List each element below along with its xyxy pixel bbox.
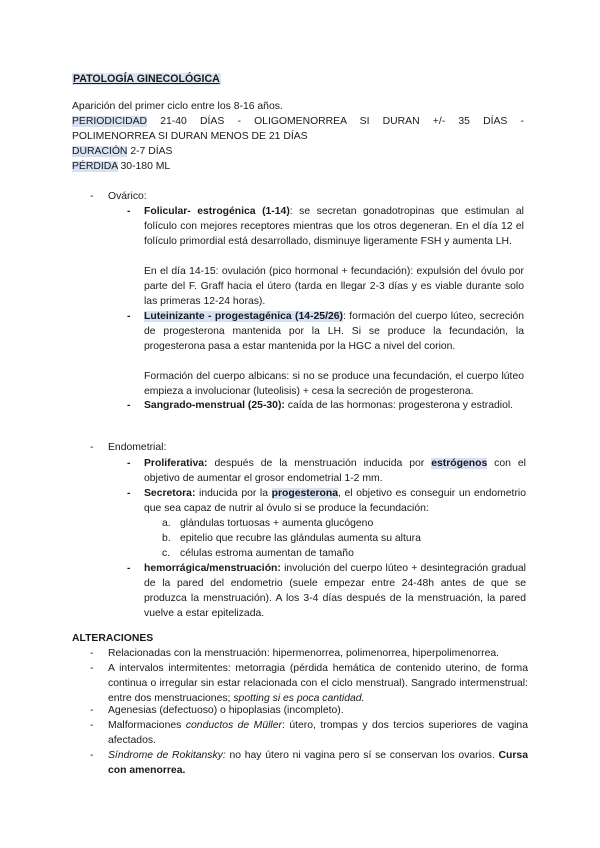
hemorragica-title: hemorrágica/menstruación:	[144, 563, 281, 574]
item4-text-a: Malformaciones	[108, 720, 186, 731]
proliferativa-text-a: después de la menstruación inducida por	[207, 458, 432, 469]
item4-text-b: : útero, trompas y dos tercios superiores de vagina afectados.	[108, 720, 528, 746]
list-item: epitelio que recubre las glándulas aumenta su altura	[180, 533, 421, 544]
duration-text: 2-7 DÍAS	[130, 146, 173, 157]
intro-first-cycle: Aparición del primer ciclo entre los 8-16 años.	[72, 101, 283, 112]
albicans-paragraph: Formación del cuerpo albicans: si no se produce una fecundación, el cuerpo lúteo empieza a involucionar (luteolisis) + cesa la secreción de progesterona.	[144, 371, 524, 397]
secretora-paragraph	[144, 486, 526, 516]
item5-bold: Cursa con amenorrea.	[108, 750, 528, 776]
list-item-marker: c.	[162, 548, 171, 559]
proliferativa-title: Proliferativa:	[144, 458, 208, 469]
sangrado-paragraph	[144, 398, 524, 413]
secretora-text-a: inducida por la	[195, 488, 272, 499]
intro-periodicity-line1	[72, 114, 524, 129]
item2-italic: spotting si es poca cantidad.	[233, 693, 365, 704]
sub-bullet-dash: -	[127, 563, 131, 574]
sub-bullet-dash: -	[127, 400, 131, 411]
ovulation-paragraph: En el día 14-15: ovulación (pico hormonal + fecundación): expulsión del óvulo por parte del F. Graff hacia el útero (tarda en llegar 2-3 días y es viable durante solo las primeras 12-24 horas).	[144, 266, 524, 307]
alteraciones-item-2	[108, 661, 528, 706]
page-title: PATOLOGÍA GINECOLÓGICA	[73, 73, 220, 85]
folicular-paragraph	[144, 204, 524, 249]
alteraciones-heading: ALTERACIONES	[72, 633, 154, 644]
sub-bullet-dash: -	[127, 458, 131, 469]
bullet-dash: -	[90, 648, 94, 659]
sub-bullet-dash: -	[127, 488, 131, 499]
sangrado-title: Sangrado-menstrual (25-30):	[144, 400, 285, 411]
intro-duration	[72, 144, 172, 159]
loss-label: PÉRDIDA	[72, 161, 118, 172]
luteinizante-title: Luteinizante - progestagénica (14-25/26)	[144, 311, 343, 322]
sub-bullet-dash: -	[127, 206, 131, 217]
luteinizante-text: : formación del cuerpo lúteo, secreción de progesterona mantenida por la LH. Si se produce la fecundación, la progesterona pasa a estar mantenida por la HGC a nivel del corion.	[144, 311, 524, 352]
bullet-dash: -	[90, 442, 94, 453]
list-item: glándulas tortuosas + aumenta glucógeno	[180, 518, 374, 529]
alteraciones-item-5	[108, 748, 528, 778]
intro-loss	[72, 159, 170, 174]
proliferativa-paragraph	[144, 456, 526, 486]
list-item-marker: a.	[162, 518, 171, 529]
item4-italic: conductos de Müller	[185, 720, 282, 731]
periodicity-label: PERIODICIDAD	[72, 116, 148, 127]
sangrado-text: caída de las hormonas: progesterona y estradiol.	[284, 400, 514, 411]
folicular-text: : se secretan gonadotropinas que estimulan al folículo con mejores receptores mientras que los otros degeneran. En el día 12 el folículo primordial está desarrollado, disminuye ligeramente FSH y aumenta LH.	[144, 206, 524, 247]
duration-label: DURACIÓN	[72, 146, 128, 157]
secretora-title: Secretora:	[144, 488, 196, 499]
sub-bullet-dash: -	[127, 311, 131, 322]
list-item-marker: b.	[162, 533, 171, 544]
bullet-dash: -	[90, 663, 94, 674]
hemorragica-text: involución del cuerpo lúteo + desintegración gradual de la pared del endometrio (suele empezar entre 24-48h antes de que se produzca la menstruación). A los 3-4 días después de la menstruación, la pared vuelve a estar epitelizada.	[144, 563, 526, 619]
luteinizante-paragraph	[144, 309, 524, 354]
ovarico-label: Ovárico:	[108, 191, 147, 202]
alteraciones-item-4	[108, 718, 528, 748]
bullet-dash: -	[90, 720, 94, 731]
folicular-title: Folicular- estrogénica (1-14)	[144, 206, 290, 217]
bullet-dash: -	[90, 191, 94, 202]
intro-periodicity-line2: POLIMENORREA SI DURAN MENOS DE 21 DÍAS	[72, 131, 308, 142]
periodicity-text: 21-40 DÍAS - OLIGOMENORREA SI DURAN +/- 35 DÍAS -	[160, 116, 524, 127]
secretora-text-b: , el objetivo es conseguir un endometrio que sea capaz de nutrir al óvulo si se produce la fecundación:	[144, 488, 526, 514]
alteraciones-item-3: Agenesias (defectuoso) o hipoplasias (incompleto).	[108, 705, 344, 716]
proliferativa-highlight: estrógenos	[431, 458, 488, 469]
secretora-highlight: progesterona	[271, 488, 339, 499]
list-item: células estroma aumentan de tamaño	[180, 548, 354, 559]
bullet-dash: -	[90, 750, 94, 761]
loss-text: 30-180 ML	[120, 161, 171, 172]
item2-text: A intervalos intermitentes: metorragia (pérdida hemática de contenido uterino, de forma continua o irregular sin estar relacionada con el ciclo menstrual). Sangrado intermenstrual: entre dos menstruaciones;	[108, 663, 528, 704]
item5-italic: Síndrome de Rokitansky:	[108, 750, 226, 761]
alteraciones-item-1: Relacionadas con la menstruación: hipermenorrea, polimenorrea, hiperpolimenorrea.	[108, 648, 500, 659]
bullet-dash: -	[90, 705, 94, 716]
item5-text: no hay útero ni vagina pero sí se conservan los ovarios.	[225, 750, 499, 761]
hemorragica-paragraph	[144, 561, 526, 621]
proliferativa-text-b: con el objetivo de aumentar el grosor endometrial 1-2 mm.	[144, 458, 526, 484]
endometrial-label: Endometrial:	[108, 442, 167, 453]
